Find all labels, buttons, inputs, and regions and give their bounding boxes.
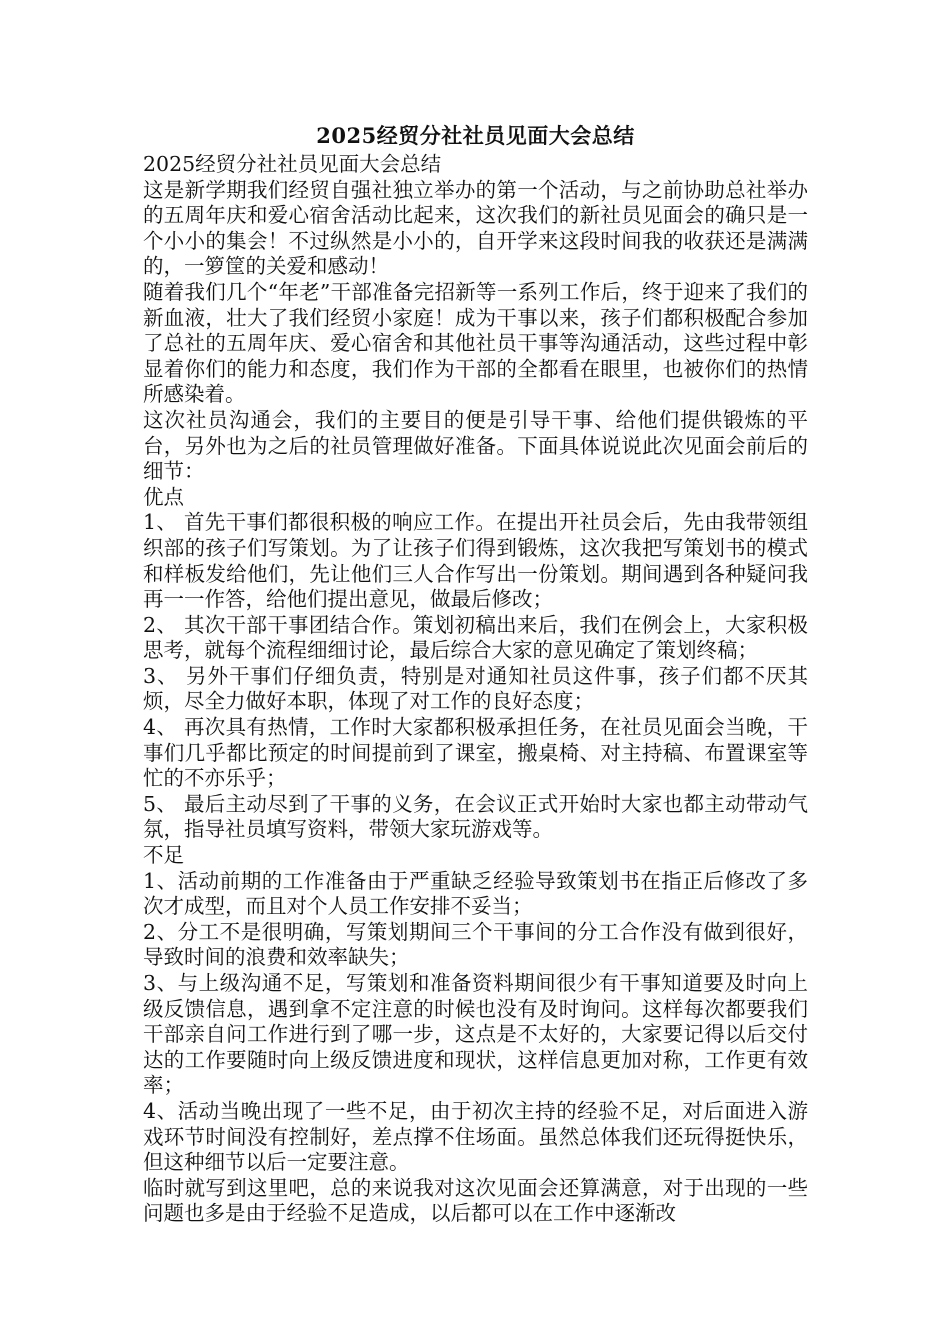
section-heading-strengths: 优点 [143, 484, 184, 509]
subtitle-paragraph: 2025经贸分社社员见面大会总结 [143, 152, 442, 176]
document-title: 2025经贸分社社员见面大会总结 [316, 123, 635, 148]
weakness-item-2: 2、分工不是很明确，写策划期间三个干事间的分工合作没有做到很好，导致时间的浪费和效率缺失； [143, 919, 808, 970]
weakness-item-3: 3、与上级沟通不足，写策划和准备资料期间很少有干事知道要及时向上级反馈信息，遇到拿不定注意的时候也没有及时询问。这样每次都要我们干部亲自问工作进行到了哪一步，这点是不太好的，大家要记得以后交付达的工作要随时向上级反馈进度和现状，这样信息更加对称，工作更有效率； [143, 971, 808, 1098]
background-paragraph: 随着我们几个“年老”干部准备完招新等一系列工作后，终于迎来了我们的新血液，壮大了我们经贸小家庭！成为干事以来，孩子们都积极配合参加了总社的五周年庆、爱心宿舍和其他社员干事等沟通活动，这些过程中彰显着你们的能力和态度，我们作为干部的全都看在眼里，也被你们的热情所感染着。 [143, 279, 808, 407]
strength-item-3: 3、 另外干事们仔细负责，特别是对通知社员这件事，孩子们都不厌其烦，尽全力做好本职，体现了对工作的良好态度； [143, 663, 808, 714]
weakness-item-4: 4、活动当晚出现了一些不足，由于初次主持的经验不足，对后面进入游戏环节时间没有控制好，差点撑不住场面。虽然总体我们还玩得挺快乐，但这种细节以后一定要注意。 [143, 1098, 808, 1175]
strength-item-4: 4、 再次具有热情，工作时大家都积极承担任务，在社员见面会当晚，干事们几乎都比预定的时间提前到了课室，搬桌椅、对主持稿、布置课室等忙的不亦乐乎； [143, 715, 808, 791]
purpose-paragraph: 这次社员沟通会，我们的主要目的便是引导干事、给他们提供锻炼的平台，另外也为之后的社员管理做好准备。下面具体说说此次见面会前后的细节： [143, 407, 808, 484]
weakness-item-1: 1、活动前期的工作准备由于严重缺乏经验导致策划书在指正后修改了多次才成型，而且对个人员工作安排不妥当； [143, 868, 808, 919]
section-heading-weaknesses: 不足 [143, 843, 184, 868]
closing-paragraph: 临时就写到这里吧，总的来说我对这次见面会还算满意，对于出现的一些问题也多是由于经验不足造成，以后都可以在工作中逐渐改 [143, 1175, 808, 1226]
document-page [143, 120, 808, 1227]
strength-item-5: 5、 最后主动尽到了干事的义务，在会议正式开始时大家也都主动带动气氛，指导社员填写资料，带领大家玩游戏等。 [143, 791, 808, 842]
intro-paragraph: 这是新学期我们经贸自强社独立举办的第一个活动，与之前协助总社举办的五周年庆和爱心宿舍活动比起来，这次我们的新社员见面会的确只是一个小小的集会！不过纵然是小小的，自开学来这段时间我的收获还是满满的，一箩筐的关爱和感动！ [143, 177, 808, 279]
strength-item-1: 1、 首先干事们都很积极的响应工作。在提出开社员会后，先由我带领组织部的孩子们写策划。为了让孩子们得到锻炼，这次我把写策划书的模式和样板发给他们，先让他们三人合作写出一份策划。期间遇到各种疑问我再一一作答，给他们提出意见，做最后修改； [143, 510, 808, 612]
strength-item-2: 2、 其次干部干事团结合作。策划初稿出来后，我们在例会上，大家积极思考，就每个流程细细讨论，最后综合大家的意见确定了策划终稿； [143, 612, 808, 663]
